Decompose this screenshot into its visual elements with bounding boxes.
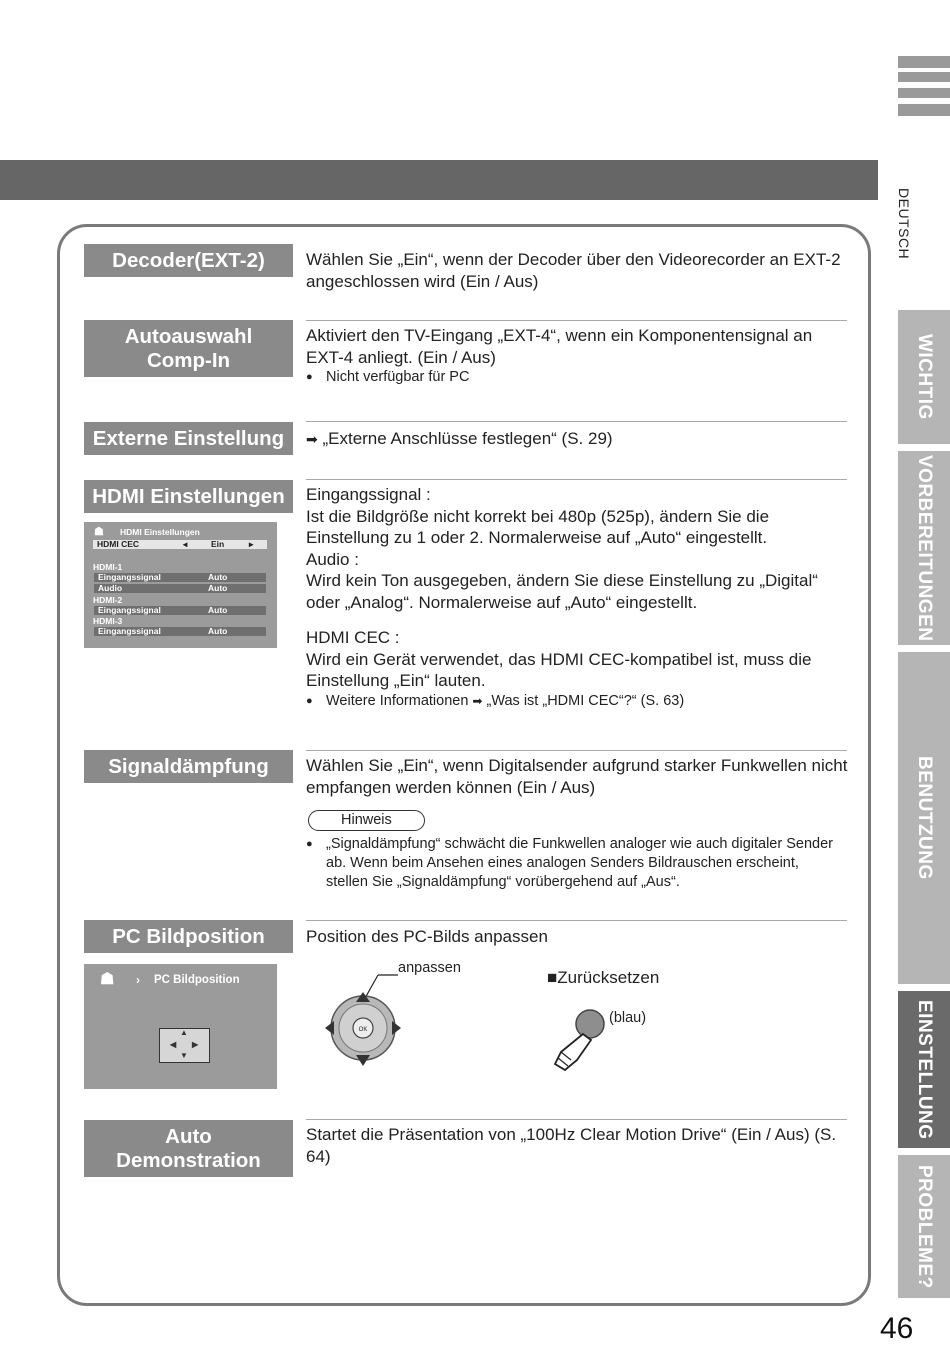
blau-label: (blau) <box>609 1010 647 1026</box>
svg-text:OK: OK <box>358 1027 368 1033</box>
pc-text: Position des PC-Bilds anpassen <box>306 927 548 946</box>
arrow-right-icon: ➡ <box>306 431 318 447</box>
signal-bullet: ● „Signaldämpfung“ schwächt die Funkwellen analoger wie auch digitaler Sender ab. Wenn beim Ansehen eines analogen Senders Bildrauschen erscheint, stellen Sie „Signaldämpfung“ vorübergehend auf „Aus“. <box>306 835 851 892</box>
externe-label: Externe Einstellung <box>84 422 293 455</box>
hand-press-icon[interactable] <box>547 1004 607 1072</box>
hdmi-description <box>306 484 851 711</box>
blue-square-icon: ■ <box>547 968 558 987</box>
page-number: 46 <box>880 1312 914 1345</box>
menu-value: Auto <box>208 572 228 582</box>
header-bar <box>0 160 878 200</box>
hdmi-eingang-title: Eingangssignal : <box>306 485 431 504</box>
menu-row <box>94 584 266 593</box>
autoauswahl-label <box>84 320 293 377</box>
signal-description <box>306 755 851 892</box>
hdmi-bullet-prefix: Weitere Informationen <box>326 692 469 709</box>
language-label: DEUTSCH <box>896 188 912 260</box>
hdmi-bullet-link[interactable]: „Was ist „HDMI CEC“?“ (S. 63) <box>486 692 685 709</box>
chevron-right-icon: › <box>136 973 140 987</box>
signal-text: Wählen Sie „Ein“, wenn Digitalsender aufgrund starker Funkwellen nicht empfangen werden können (Ein / Aus) <box>306 756 848 797</box>
hdmi-audio-text: Wird kein Ton ausgegeben, ändern Sie diese Einstellung zu „Digital“ oder „Analog“. Normalerweise auf „Auto“ eingestellt. <box>306 571 818 612</box>
divider <box>306 320 847 321</box>
chevron-right-icon: ▸ <box>249 539 254 549</box>
arrow-right-icon: ➡ <box>472 693 483 708</box>
auto-description <box>306 1124 851 1167</box>
hdmi-menu-screenshot <box>84 522 277 648</box>
hdmi-cec-text: Wird ein Gerät verwendet, das HDMI CEC-kompatibel ist, muss die Einstellung „Ein“ lauten. <box>306 649 812 690</box>
hdmi-eingang-text: Ist die Bildgröße nicht korrekt bei 480p (525p), ändern Sie die Einstellung zu 1 oder 2. Normalerweise auf „Auto“ eingestellt. <box>306 506 770 547</box>
divider <box>306 1119 847 1120</box>
decoder-description <box>306 249 851 292</box>
reset-label <box>547 968 659 988</box>
hdmi-audio-title: Audio : <box>306 549 359 569</box>
tab-einstellung[interactable]: EINSTELLUNG <box>898 991 950 1148</box>
tab-probleme[interactable]: PROBLEME? <box>898 1155 950 1298</box>
autoauswahl-bullet: ● Nicht verfügbar für PC <box>306 368 851 387</box>
menu-label: HDMI CEC <box>97 539 140 549</box>
menu-value: Auto <box>208 583 228 593</box>
auto-label-line2: Demonstration <box>116 1148 261 1172</box>
divider <box>306 750 847 751</box>
tab-vorbereitungen[interactable]: VORBEREITUNGEN <box>898 451 950 645</box>
menu-value: Auto <box>208 626 228 636</box>
arrow-left-icon: ◀ <box>170 1040 177 1049</box>
divider <box>306 421 847 422</box>
autoauswahl-label-line1: Autoauswahl <box>124 324 253 348</box>
menu-label: Eingangssignal <box>98 626 161 636</box>
divider <box>306 920 847 921</box>
decoder-text: Wählen Sie „Ein“, wenn der Decoder über den Videorecorder an EXT-2 angeschlossen wird (Ein / Aus) <box>306 250 841 291</box>
externe-description <box>306 428 851 451</box>
chevron-left-icon: ◂ <box>183 539 188 549</box>
arrow-up-icon: ▲ <box>180 1028 188 1037</box>
menu-group-hdmi3: HDMI-3 <box>93 616 123 626</box>
tab-benutzung[interactable]: BENUTZUNG <box>898 652 950 984</box>
menu-icon: ☗ <box>100 971 115 988</box>
arrow-down-icon: ▼ <box>180 1051 188 1060</box>
auto-label <box>84 1120 293 1177</box>
autoauswahl-description <box>306 325 851 387</box>
auto-label-line1: Auto <box>165 1124 212 1148</box>
arrow-right-icon: ▶ <box>192 1040 199 1049</box>
menu-row <box>94 627 266 636</box>
dpad-remote-icon[interactable] <box>320 966 404 1070</box>
menu-label: Eingangssignal <box>98 572 161 582</box>
menu-icon: ☗ <box>94 526 104 538</box>
menu-label: Eingangssignal <box>98 605 161 615</box>
signal-label: Signaldämpfung <box>84 750 293 783</box>
hinweis-badge: Hinweis <box>308 810 425 831</box>
autoauswahl-label-line2: Comp-In <box>146 348 231 372</box>
menu-group-hdmi1: HDMI-1 <box>93 562 123 572</box>
pc-menu-screenshot <box>84 964 277 1089</box>
menu-value: Ein <box>211 539 225 549</box>
externe-link[interactable]: „Externe Anschlüsse festlegen“ (S. 29) <box>322 429 613 448</box>
hdmi-label: HDMI Einstellungen <box>84 480 293 513</box>
tab-wichtig[interactable]: WICHTIG <box>898 310 950 444</box>
menu-title: HDMI Einstellungen <box>120 527 200 537</box>
hdmi-cec-title: HDMI CEC : <box>306 628 400 647</box>
autoauswahl-text: Aktiviert den TV-Eingang „EXT-4“, wenn ein Komponentensignal an EXT-4 anliegt. (Ein / Aus) <box>306 326 813 367</box>
menu-label: Audio <box>98 583 123 593</box>
pc-label: PC Bildposition <box>84 920 293 953</box>
divider <box>306 479 847 480</box>
menu-row <box>94 606 266 615</box>
anpassen-label: anpassen <box>398 960 461 976</box>
pc-menu-title: PC Bildposition <box>154 974 240 986</box>
menu-row-hdmi-cec <box>93 540 267 549</box>
menu-value: Auto <box>208 605 228 615</box>
auto-text: Startet die Präsentation von „100Hz Clear Motion Drive“ (Ein / Aus) (S. 64) <box>306 1125 837 1166</box>
reset-text: Zurücksetzen <box>557 968 660 987</box>
hdmi-bullet <box>306 692 851 711</box>
position-box <box>159 1028 210 1063</box>
menu-group-hdmi2: HDMI-2 <box>93 595 123 605</box>
decoder-label: Decoder(EXT-2) <box>84 244 293 277</box>
pc-description <box>306 926 851 948</box>
menu-row <box>94 573 266 582</box>
